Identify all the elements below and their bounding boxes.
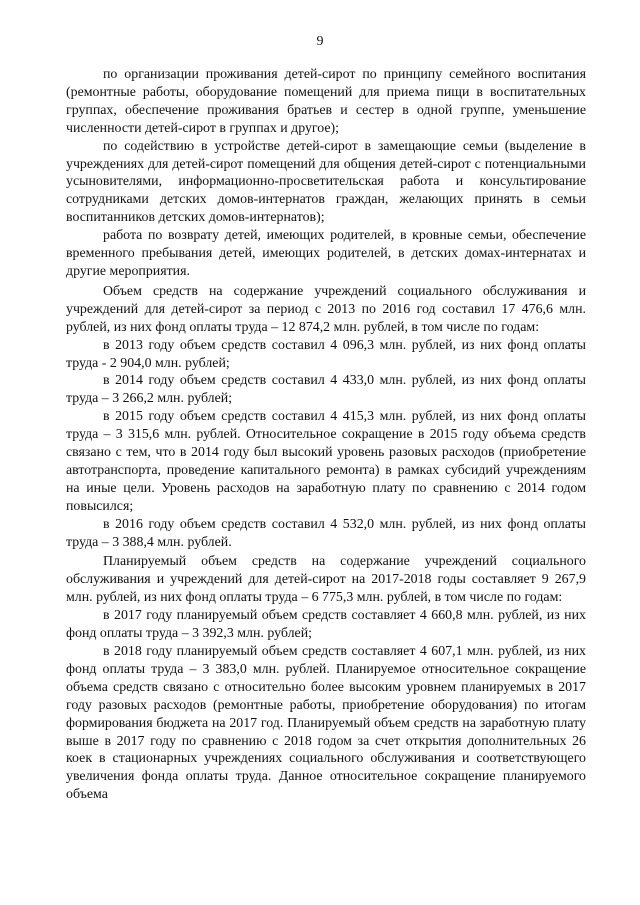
page-number: 9	[316, 34, 324, 49]
paragraph-family-upbringing: по организации проживания детей-сирот по принципу семейного воспитания (ремонтные работы, оборудование помещений для приема пищи в воспитательных группах, обеспечение проживания братьев и сестер в одной группе, уменьшение численности детей-сирот в группах и другое);	[66, 67, 586, 136]
document-body	[66, 66, 586, 804]
paragraph-foster-placement: по содействию в устройстве детей-сирот в замещающие семьи (выделение в учреждениях для детей-сирот помещений для общения детей-сирот с потенциальными усыновителями, информационно-просветительская работа и консультирование сотрудниками детских домов-интернатов граждан, желающих принять в семьи воспитанников детских домов-интернатов);	[66, 138, 586, 226]
paragraph-funding-2013-2016: Объем средств на содержание учреждений социального обслуживания и учреждений для детей-сирот за период с 2013 по 2016 год составил 17 476,6 млн. рублей, из них фонд оплаты труда – 12 874,2 млн. рублей, в том числе по годам:	[66, 283, 586, 335]
paragraph-funding-2013: в 2013 году объем средств составил 4 096,3 млн. рублей, из них фонд оплаты труда - 2 904,0 млн. рублей;	[66, 337, 586, 371]
paragraph-funding-2014: в 2014 году объем средств составил 4 433,0 млн. рублей, из них фонд оплаты труда – 3 266,2 млн. рублей;	[66, 373, 586, 407]
paragraph-planned-2017-2018: Планируемый объем средств на содержание учреждений социального обслуживания и учреждений для детей-сирот на 2017-2018 годы составляет 9 267,9 млн. рублей, из них фонд оплаты труда – 6 775,3 млн. рублей, в том числе по годам:	[66, 554, 586, 606]
paragraph-return-to-families: работа по возврату детей, имеющих родителей, в кровные семьи, обеспечение временного пребывания детей, имеющих родителей, в детских домах-интернатах и другие мероприятия.	[66, 228, 586, 279]
paragraph-planned-2018: в 2018 году планируемый объем средств составляет 4 607,1 млн. рублей, из них фонд оплаты труда – 3 383,0 млн. рублей. Планируемое относительное сокращение объема средств связано с относительно более высоким уровнем планируемых в 2017 году разовых расходов (ремонтные работы, приобретение оборудования) по итогам формирования бюджета на 2017 год. Планируемый объем средств на заработную плату выше в 2017 году по сравнению с 2018 годом за счет открытия дополнительных 26 коек в стационарных учреждениях социального обслуживания и соответствующего увеличения фонда оплаты труда. Данное относительное сокращение планируемого объема	[66, 644, 586, 803]
paragraph-planned-2017: в 2017 году планируемый объем средств составляет 4 660,8 млн. рублей, из них фонд оплаты труда – 3 392,3 млн. рублей;	[66, 608, 586, 642]
paragraph-funding-2015: в 2015 году объем средств составил 4 415,3 млн. рублей, из них фонд оплаты труда – 3 315,6 млн. рублей. Относительное сокращение в 2015 году объема средств связано с тем, что в 2014 году был высокий уровень разовых расходов (приобретение автотранспорта, проведение капитального ремонта) в рамках субсидий учреждениям на иные цели. Уровень расходов на заработную плату по сравнению с 2014 годом повысился;	[66, 409, 586, 514]
paragraph-funding-2016: в 2016 году объем средств составил 4 532,0 млн. рублей, из них фонд оплаты труда – 3 388,4 млн. рублей.	[66, 516, 586, 550]
